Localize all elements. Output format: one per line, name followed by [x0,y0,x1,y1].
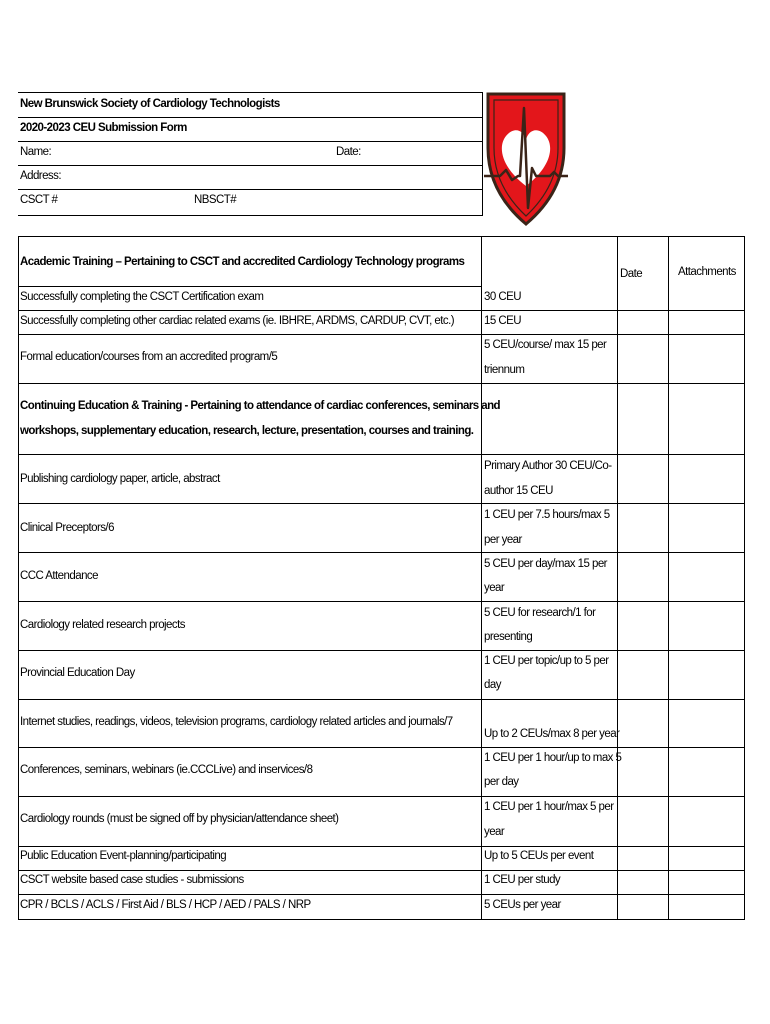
name-date-row[interactable] [18,141,482,166]
activity-formal-education: Formal education/courses from an accredited program/5 [20,351,278,363]
ceu-activity-table [18,236,745,920]
form-title: 2020-2023 CEU Submission Form [20,122,187,134]
ceu-ccc-attendance-line1: 5 CEU per day/max 15 per [484,558,607,570]
ceu-research-projects-line2: presenting [484,631,533,643]
activity-public-education-event: Public Education Event-planning/participating [20,850,227,862]
form-header [18,92,483,216]
nbsct-label: NBSCT# [194,194,237,206]
date-entry-column[interactable] [618,286,668,919]
ceu-cardiology-rounds-line2: year [484,826,505,838]
activity-cardiology-rounds: Cardiology rounds (must be signed off by physician/attendance sheet) [20,813,339,825]
ceu-clinical-preceptors-line2: per year [484,534,522,546]
ceu-website-case-studies: 1 CEU per study [484,874,561,886]
ceu-formal-education-line2: triennum [484,364,525,376]
ceu-clinical-preceptors-line1: 1 CEU per 7.5 hours/max 5 [484,509,610,521]
activity-website-case-studies: CSCT website based case studies - submissions [20,874,244,886]
academic-training-section-title: Academic Training – Pertaining to CSCT and accredited Cardiology Technology programs [20,256,465,268]
address-label: Address: [20,170,61,182]
continuing-education-section-title-line2: workshops, supplementary education, research, lecture, presentation, courses and training. [20,425,474,437]
ceu-ccc-attendance-line2: year [484,582,505,594]
activity-research-projects: Cardiology related research projects [20,619,185,631]
activity-ccc-attendance: CCC Attendance [20,570,98,582]
continuing-education-section-title-line1: Continuing Education & Training - Pertaining to attendance of cardiac conferences, seminars and [20,400,501,412]
ceu-public-education-event: Up to 5 CEUs per event [484,850,594,862]
activity-cpr-certifications: CPR / BCLS / ACLS / First Aid / BLS / HCP / AED / PALS / NRP [20,899,311,911]
ceu-internet-studies: Up to 2 CEUs/max 8 per year [484,728,620,740]
attachments-entry-column[interactable] [669,286,744,919]
csct-label: CSCT # [20,194,58,206]
name-label: Name: [20,146,52,158]
ceu-formal-education-line1: 5 CEU/course/ max 15 per [484,339,607,351]
ceu-conferences-webinars-line2: per day [484,776,519,788]
date-label: Date: [336,146,361,158]
date-column-header: Date [620,268,643,280]
address-row[interactable] [18,165,482,190]
ceu-other-cardiac-exams: 15 CEU [484,315,521,327]
ceu-publishing-paper-line1: Primary Author 30 CEU/Co- [484,460,612,472]
activity-internet-studies: Internet studies, readings, videos, television programs, cardiology related articles and journals/7 [20,716,453,728]
activity-csct-exam: Successfully completing the CSCT Certification exam [20,291,264,303]
ceu-provincial-education-day-line1: 1 CEU per topic/up to 5 per [484,655,609,667]
ceu-conferences-webinars-line1: 1 CEU per 1 hour/up to max 5 [484,752,622,764]
attachments-column-header: Attachments [678,266,736,278]
ceu-publishing-paper-line2: author 15 CEU [484,485,553,497]
form-title-row [18,117,482,142]
org-name: New Brunswick Society of Cardiology Technologists [20,98,280,110]
nbsct-heart-shield-logo [480,88,570,228]
ceu-csct-exam: 30 CEU [484,291,521,303]
org-name-row [18,93,482,118]
activity-publishing-paper: Publishing cardiology paper, article, abstract [20,473,220,485]
activity-clinical-preceptors: Clinical Preceptors/6 [20,522,114,534]
ceu-provincial-education-day-line2: day [484,679,501,691]
ceu-research-projects-line1: 5 CEU for research/1 for [484,607,596,619]
activity-conferences-webinars: Conferences, seminars, webinars (ie.CCCLive) and inservices/8 [20,764,313,776]
ceu-cpr-certifications: 5 CEUs per year [484,899,561,911]
ceu-cardiology-rounds-line1: 1 CEU per 1 hour/max 5 per [484,801,614,813]
activity-provincial-education-day: Provincial Education Day [20,667,135,679]
activity-other-cardiac-exams: Successfully completing other cardiac related exams (ie. IBHRE, ARDMS, CARDUP, CVT, etc.) [20,315,455,327]
member-number-row[interactable] [18,189,482,213]
